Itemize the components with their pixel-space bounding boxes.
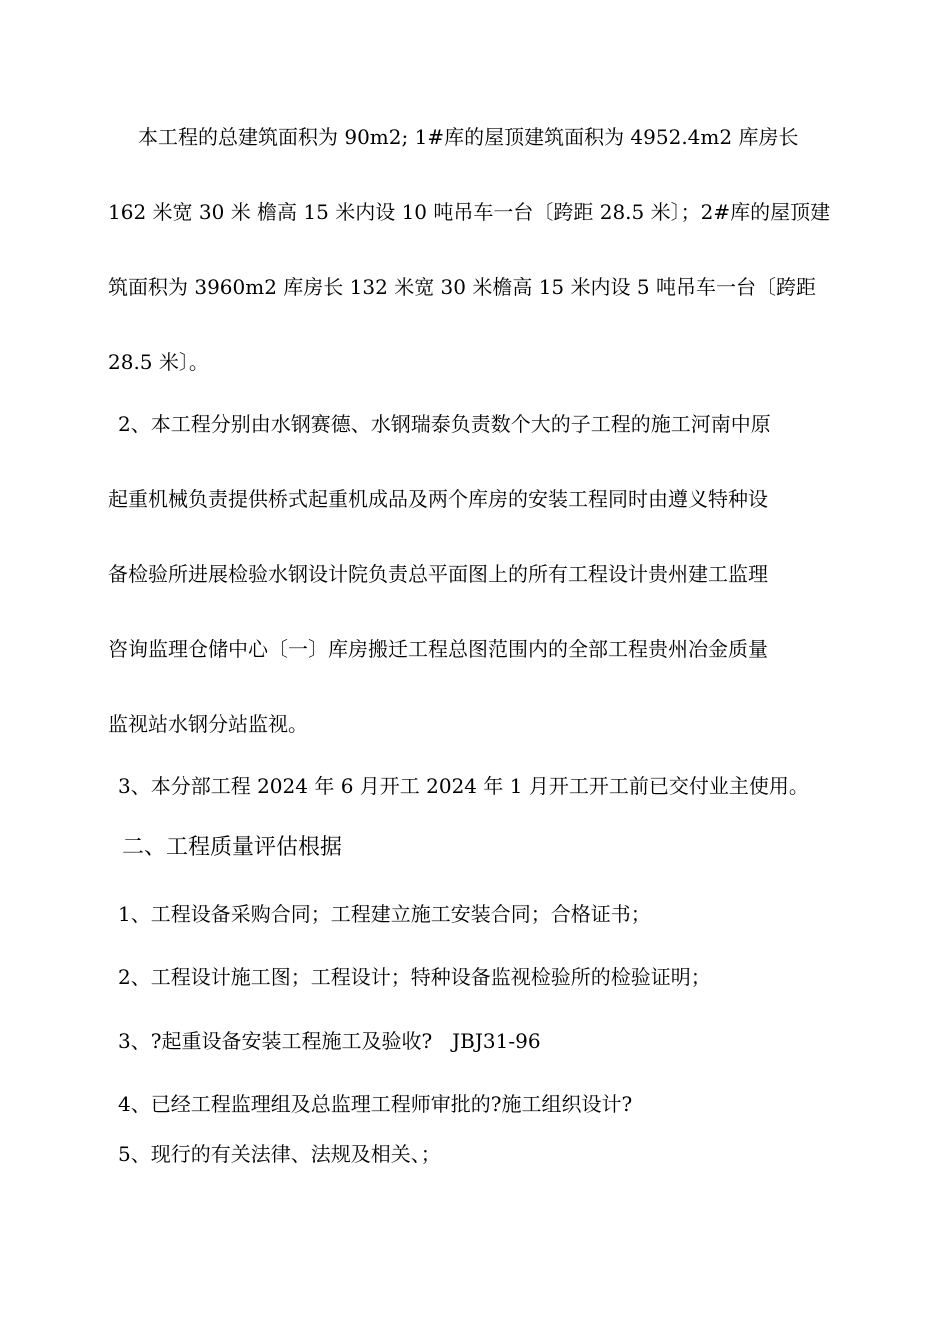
paragraph-1-line-2: 162 米宽 30 米 檐高 15 米内设 10 吨吊车一台〔跨距 28.5 米〕；2#库的屋顶建 [108, 200, 831, 224]
basis-item-3: 3、?起重设备安装工程施工及验收? JBJ31-96 [118, 1029, 541, 1053]
basis-item-1: 1、工程设备采购合同；工程建立施工安装合同；合格证书； [118, 902, 651, 926]
paragraph-2-line-4: 咨询监理仓储中心〔一〕库房搬迁工程总图范围内的全部工程贵州冶金质量 [108, 637, 768, 661]
paragraph-1-line-3: 筑面积为 3960m2 库房长 132 米宽 30 米檐高 15 米内设 5 吨吊车一台〔跨距 [108, 275, 816, 299]
paragraph-3: 3、本分部工程 2024 年 6 月开工 2024 年 1 月开工开工前已交付业主使用。 [118, 774, 809, 798]
paragraph-1-line-1: 本工程的总建筑面积为 90m2; 1#库的屋顶建筑面积为 4952.4m2 库房长 [138, 125, 799, 149]
paragraph-2-line-1: 2、本工程分别由水钢赛德、水钢瑞泰负责数个大的子工程的施工河南中原 [118, 412, 771, 436]
paragraph-2-line-5: 监视站水钢分站监视。 [108, 712, 308, 736]
basis-item-5: 5、现行的有关法律、法规及相关、； [118, 1142, 441, 1166]
basis-item-2: 2、工程设计施工图；工程设计；特种设备监视检验所的检验证明； [118, 965, 711, 989]
paragraph-1-line-4: 28.5 米〕。 [108, 350, 209, 374]
paragraph-2-line-3: 备检验所进展检验水钢设计院负责总平面图上的所有工程设计贵州建工监理 [108, 562, 768, 586]
basis-item-4: 4、已经工程监理组及总监理工程师审批的?施工组织设计? [118, 1092, 633, 1116]
paragraph-2-line-2: 起重机械负责提供桥式起重机成品及两个库房的安装工程同时由遵义特种设 [108, 487, 768, 511]
section-heading: 二、工程质量评估根据 [122, 835, 343, 860]
